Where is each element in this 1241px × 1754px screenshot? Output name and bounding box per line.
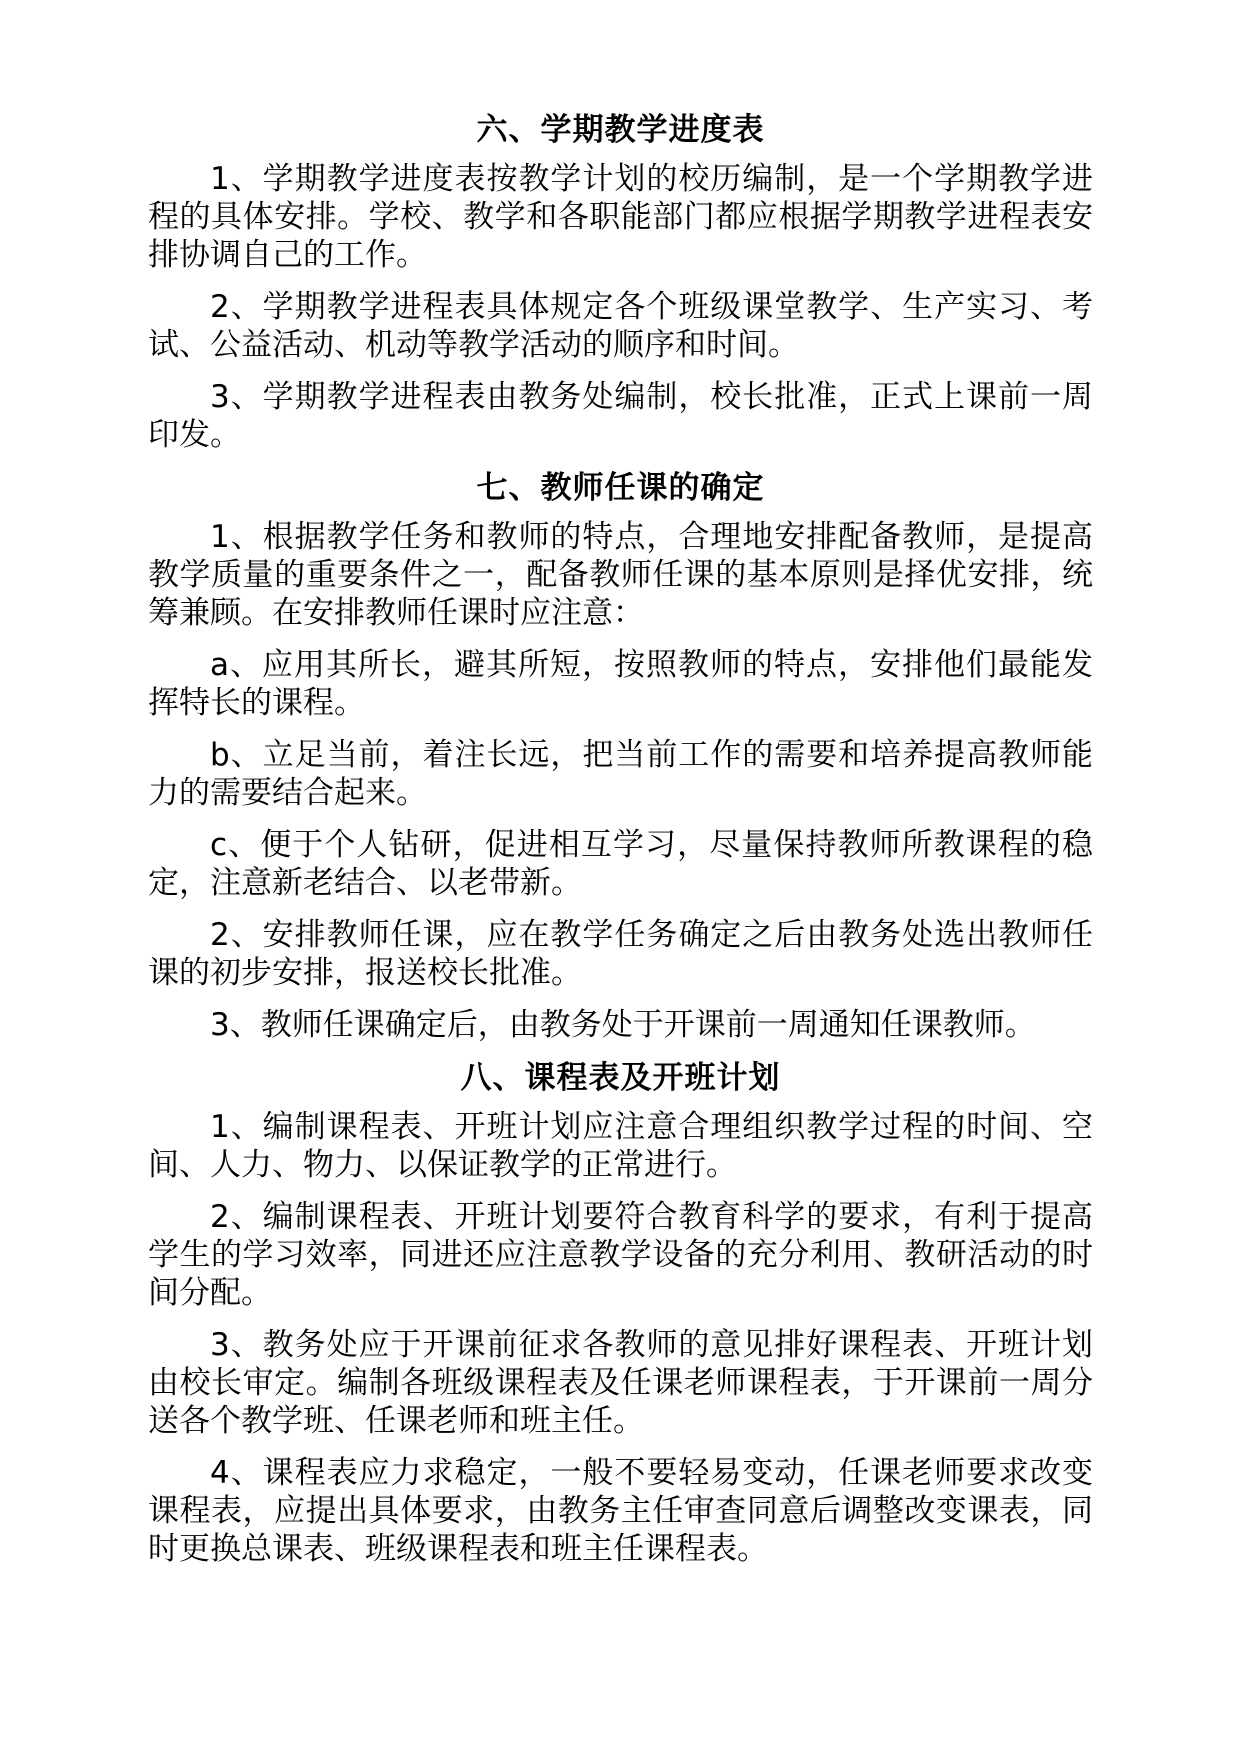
paragraph: 2、学期教学进程表具体规定各个班级课堂教学、生产实习、考试、公益活动、机动等教学活动的顺序和时间。 <box>148 289 1093 363</box>
section-title: 六、学期教学进度表 <box>476 112 765 148</box>
paragraph: 2、安排教师任课，应在教学任务确定之后由教务处选出教师任课的初步安排，报送校长批准。 <box>148 917 1093 991</box>
paragraph: b、立足当前，着注长远，把当前工作的需要和培养提高教师能力的需要结合起来。 <box>148 737 1093 811</box>
paragraph: 2、编制课程表、开班计划要符合教育科学的要求，有利于提高学生的学习效率，同进还应注意教学设备的充分利用、教研活动的时间分配。 <box>148 1199 1093 1311</box>
section-title: 七、教师任课的确定 <box>476 470 765 506</box>
paragraph: c、便于个人钻研，促进相互学习，尽量保持教师所教课程的稳定，注意新老结合、以老带新。 <box>148 827 1093 901</box>
section-title: 八、课程表及开班计划 <box>460 1060 781 1096</box>
section-timetable-class-plan <box>148 1058 1093 1568</box>
paragraph: 3、教务处应于开课前征求各教师的意见排好课程表、开班计划由校长审定。编制各班级课程表及任课老师课程表，于开课前一周分送各个教学班、任课老师和班主任。 <box>148 1327 1093 1439</box>
section-teacher-assignment <box>148 468 1093 1044</box>
paragraph: 1、编制课程表、开班计划应注意合理组织教学过程的时间、空间、人力、物力、以保证教学的正常进行。 <box>148 1109 1093 1183</box>
document-page <box>148 110 1093 1582</box>
paragraph: 1、根据教学任务和教师的特点，合理地安排配备教师，是提高教学质量的重要条件之一，配备教师任课的基本原则是择优安排，统筹兼顾。在安排教师任课时应注意： <box>148 519 1093 631</box>
paragraph: 3、教师任课确定后，由教务处于开课前一周通知任课教师。 <box>210 1007 1036 1043</box>
section-semester-schedule <box>148 110 1093 454</box>
paragraph: 4、课程表应力求稳定，一般不要轻易变动，任课老师要求改变课程表，应提出具体要求，由教务主任审查同意后调整改变课表，同时更换总课表、班级课程表和班主任课程表。 <box>148 1455 1093 1567</box>
paragraph: a、应用其所长，避其所短，按照教师的特点，安排他们最能发挥特长的课程。 <box>148 647 1093 721</box>
paragraph: 3、学期教学进程表由教务处编制，校长批准，正式上课前一周印发。 <box>148 379 1093 453</box>
paragraph: 1、学期教学进度表按教学计划的校历编制，是一个学期教学进程的具体安排。学校、教学和各职能部门都应根据学期教学进程表安排协调自己的工作。 <box>148 161 1093 273</box>
